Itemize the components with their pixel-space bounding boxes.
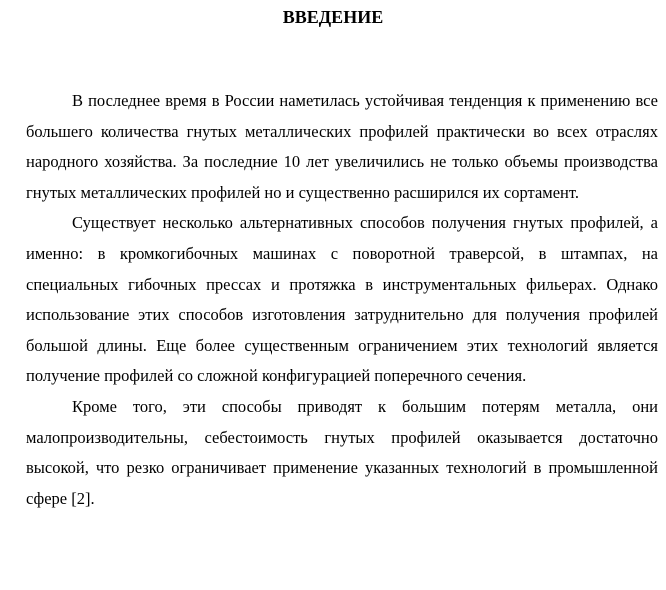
paragraph-2: Существует несколько альтернативных способов получения гнутых профилей, а именно: в кромкогибочных машинах с поворотной траверсой, в штампах, на специальных гибочных прессах и протяжка в инструментальных фильерах. Однако использование этих способов изготовления затруднительно для получения профилей большой длины. Еще более существенным ограничением этих технологий является получение профилей со сложной конфигурацией поперечного сечения. [26,213,658,386]
document-body [26,86,658,514]
paragraph-1: В последнее время в России наметилась устойчивая тенденция к применению все большего количества гнутых металлических профилей практически во всех отраслях народного хозяйства. За последние 10 лет увеличились не только объемы производства гнутых металлических профилей но и существенно расширился их сортамент. [26,91,658,202]
document-title: ВВЕДЕНИЕ [282,7,384,27]
paragraph-3: Кроме того, эти способы приводят к большим потерям металла, они малопроизводительны, себестоимость гнутых профилей оказывается достаточно высокой, что резко ограничивает применение указанных технологий в промышленной сфере [2]. [26,396,658,508]
